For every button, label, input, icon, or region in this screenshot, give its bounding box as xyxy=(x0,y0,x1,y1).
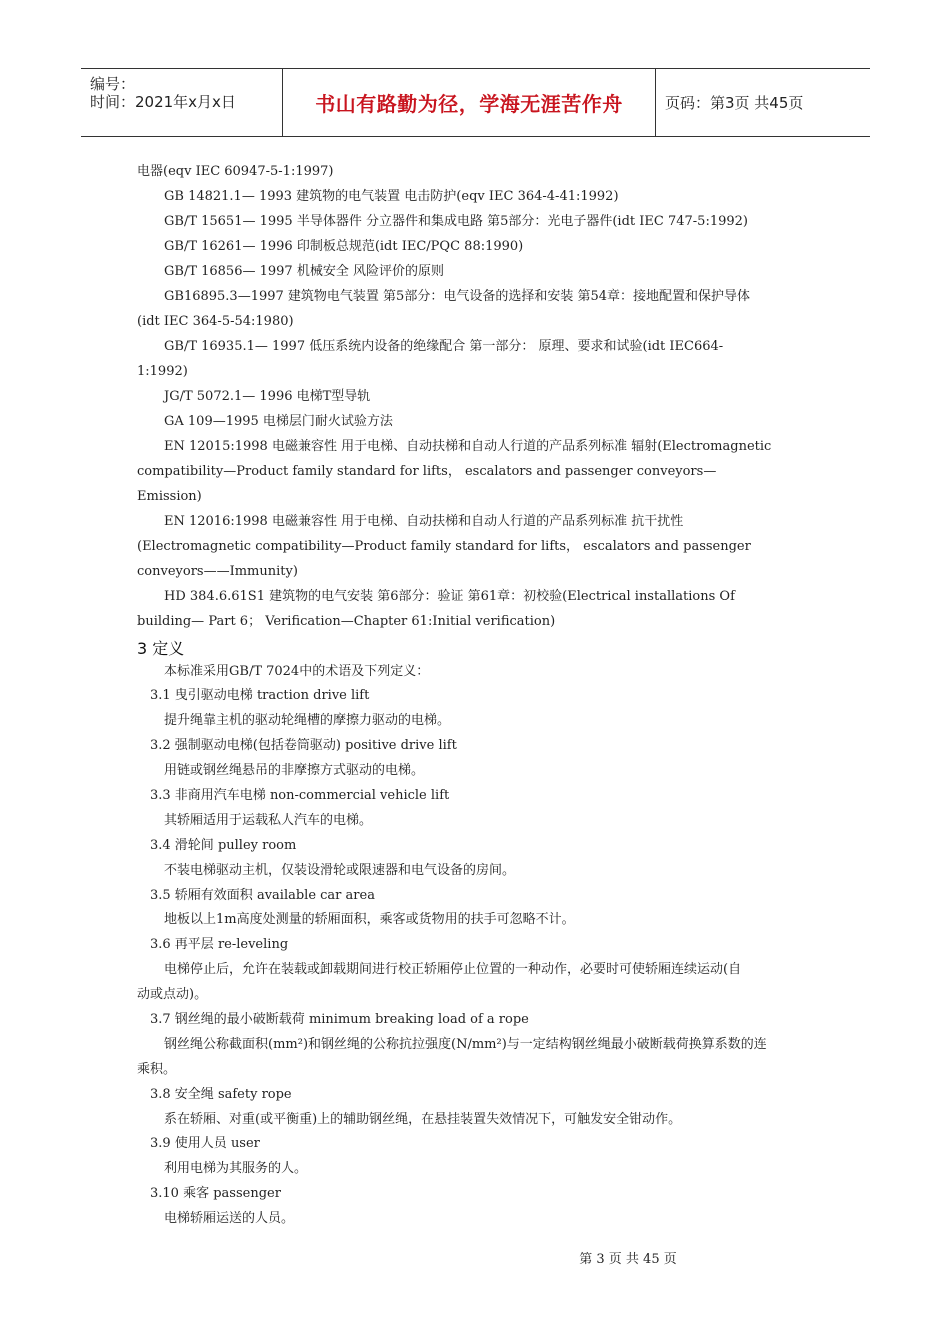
reference-line: GB 14821.1— 1993 建筑物的电气装置 电击防护(eqv IEC 364-4-41:1992) xyxy=(164,189,619,204)
document-number-label: 编号： xyxy=(90,75,136,93)
definition-term: 3.2 强制驱动电梯(包括卷筒驱动) positive drive lift xyxy=(150,738,457,753)
motto-text: 书山有路勤为径，学海无涯苦作舟 xyxy=(315,92,623,116)
definition-desc: 其轿厢适用于运载私人汽车的电梯。 xyxy=(164,813,373,828)
section-intro: 本标准采用GB/T 7024中的术语及下列定义： xyxy=(164,664,430,679)
reference-line: GB/T 15651— 1995 半导体器件 分立器件和集成电路 第5部分：光电子器件(idt IEC 747-5:1992) xyxy=(164,214,748,229)
definition-desc: 动或点动)。 xyxy=(137,987,208,1002)
reference-line: GA 109—1995 电梯层门耐火试验方法 xyxy=(164,414,393,429)
reference-line: conveyors——Immunity) xyxy=(137,564,298,579)
reference-line: EN 12015:1998 电磁兼容性 用于电梯、自动扶梯和自动人行道的产品系列标准 辐射(Electromagnetic xyxy=(164,439,772,454)
page-header xyxy=(81,68,870,137)
definition-desc: 利用电梯为其服务的人。 xyxy=(164,1161,308,1176)
definition-desc: 电梯停止后，允许在装载或卸载期间进行校正轿厢停止位置的一种动作，必要时可使轿厢连续运动(自 xyxy=(164,962,742,977)
reference-line: GB16895.3—1997 建筑物电气装置 第5部分：电气设备的选择和安装 第54章：接地配置和保护导体 xyxy=(164,289,750,304)
page-footer: 第 3 页 共 45 页 xyxy=(579,1252,677,1267)
definition-term: 3.7 钢丝绳的最小破断载荷 minimum breaking load of a rope xyxy=(150,1012,529,1027)
definition-term: 3.5 轿厢有效面积 available car area xyxy=(150,888,375,903)
reference-line: GB/T 16935.1— 1997 低压系统内设备的绝缘配合 第一部分： 原理、要求和试验(idt IEC664- xyxy=(164,339,724,354)
definition-desc: 乘积。 xyxy=(137,1062,177,1077)
reference-line: 1:1992) xyxy=(137,364,188,379)
reference-line: 电器(eqv IEC 60947-5-1:1997) xyxy=(137,164,334,179)
definition-desc: 用链或钢丝绳悬吊的非摩擦方式驱动的电梯。 xyxy=(164,763,425,778)
definition-term: 3.6 再平层 re-leveling xyxy=(150,937,289,952)
reference-line: Emission) xyxy=(137,489,202,504)
header-motto-cell xyxy=(282,69,656,136)
reference-line: HD 384.6.61S1 建筑物的电气安装 第6部分：验证 第61章：初校验(Electrical installations Of xyxy=(164,589,735,604)
definition-desc: 提升绳靠主机的驱动轮绳槽的摩擦力驱动的电梯。 xyxy=(164,713,451,728)
reference-line: building— Part 6； Verification—Chapter 61:Initial verification) xyxy=(137,614,556,629)
reference-line: EN 12016:1998 电磁兼容性 用于电梯、自动扶梯和自动人行道的产品系列标准 抗干扰性 xyxy=(164,514,684,529)
reference-line: compatibility—Product family standard for lifts， escalators and passenger conveyors— xyxy=(137,464,717,479)
reference-line: GB/T 16261— 1996 印制板总规范(idt IEC/PQC 88:1990) xyxy=(164,239,524,254)
document-date-label: 时间：2021年x月x日 xyxy=(90,93,236,111)
reference-line: GB/T 16856— 1997 机械安全 风险评价的原则 xyxy=(164,264,444,279)
definition-desc: 地板以上1m高度处测量的轿厢面积，乘客或货物用的扶手可忽略不计。 xyxy=(164,912,575,927)
definition-term: 3.4 滑轮间 pulley room xyxy=(150,838,297,853)
definition-term: 3.9 使用人员 user xyxy=(150,1136,260,1151)
section-heading: 3 定义 xyxy=(137,639,185,658)
definition-desc: 钢丝绳公称截面积(mm²)和钢丝绳的公称抗拉强度(N/mm²)与一定结构钢丝绳最小破断载荷换算系数的连 xyxy=(164,1037,767,1052)
definition-term: 3.8 安全绳 safety rope xyxy=(150,1087,292,1102)
definition-desc: 系在轿厢、对重(或平衡重)上的辅助钢丝绳，在悬挂装置失效情况下，可触发安全钳动作。 xyxy=(164,1112,682,1127)
header-page-info: 页码：第3页 共45页 xyxy=(665,94,804,112)
definition-term: 3.3 非商用汽车电梯 non-commercial vehicle lift xyxy=(150,788,450,803)
header-page-cell xyxy=(655,69,880,136)
definition-term: 3.10 乘客 passenger xyxy=(150,1186,281,1201)
definition-term: 3.1 曳引驱动电梯 traction drive lift xyxy=(150,688,370,703)
header-left-cell xyxy=(81,69,281,136)
reference-line: JG/T 5072.1— 1996 电梯T型导轨 xyxy=(164,389,371,404)
reference-line: (Electromagnetic compatibility—Product family standard for lifts， escalators and passenger xyxy=(137,539,751,554)
reference-line: (idt IEC 364-5-54:1980) xyxy=(137,314,294,329)
definition-desc: 不装电梯驱动主机，仅装设滑轮或限速器和电气设备的房间。 xyxy=(164,863,516,878)
definition-desc: 电梯轿厢运送的人员。 xyxy=(164,1211,295,1226)
